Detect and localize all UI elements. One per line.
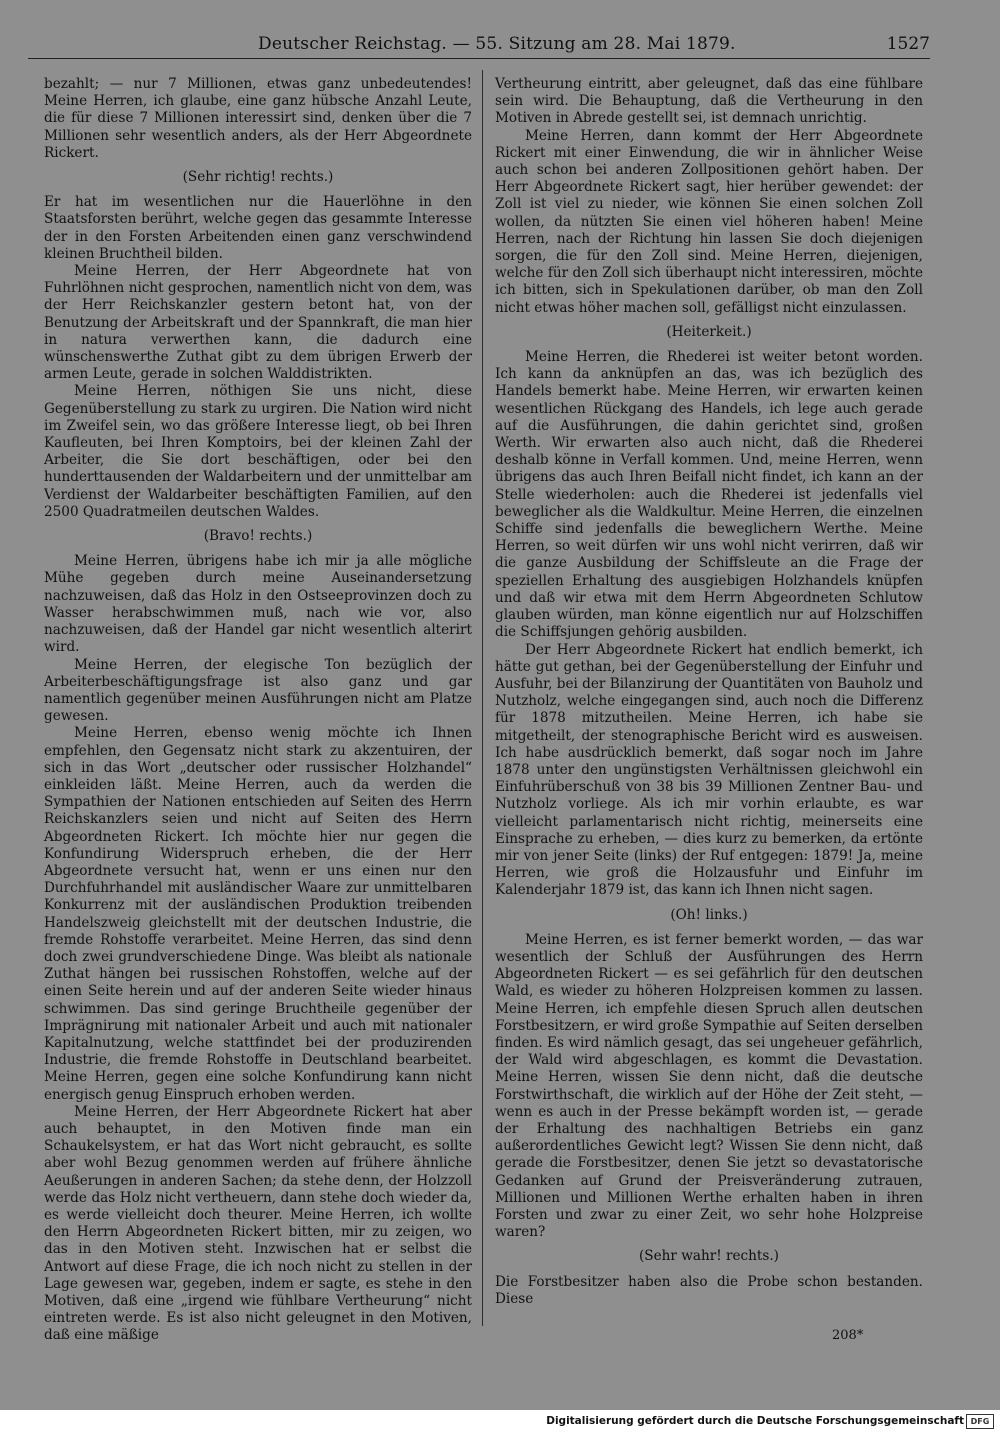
header-rule bbox=[28, 58, 930, 59]
paragraph: Der Herr Abgeordnete Rickert hat endlich bemerkt, ich hätte gut gethan, bei der Gegenüberstellung der Einfuhr und Ausfuhr, bei der Bilanzirung der Quantitäten von Bauholz und Nutzholz, welche eingegangen sind, auch noch die Differenz für 1878 mitzutheilen. Meine Herren, ich habe sie mitgetheilt, der stenographische Bericht wird es ausweisen. Ich habe ausdrücklich bemerkt, daß sogar noch im Jahre 1878 unter den ungünstigsten Verhältnissen gleichwohl ein Einfuhrüberschuß von 38 bis 39 Millionen Zentner Bau- und Nutzholz vorliege. Als ich mir vorhin erlaubte, es war vielleicht parlamentarisch nicht richtig, meinerseits eine Einsprache zu erheben, — dies kurz zu bemerken, da ertönte mir von jener Seite (links) der Ruf entgegen: 1879! Ja, meine Herren, wie groß die Holzausfuhr und Einfuhr im Kalenderjahr 1879 ist, das kann ich Ihnen nicht sagen. bbox=[495, 641, 923, 899]
paragraph: bezahlt; — nur 7 Millionen, etwas ganz unbedeutendes! Meine Herren, ich glaube, eine ganz hübsche Anzahl Leute, die für diese 7 Millionen interessirt sind, denken über die 7 Millionen sehr wesentlich anders, als der Herr Abgeordnete Rickert. bbox=[44, 76, 472, 161]
paragraph: Meine Herren, der Herr Abgeordnete hat von Fuhrlöhnen nicht gesprochen, namentlich nicht von dem, was der Herr Reichskanzler gestern betont hat, von der Benutzung der Arbeitskraft und der Spannkraft, die man hier in natura verwerthen kann, die dadurch eine wünschenswerthe Zuthat gibt zu dem übrigen Erwerb der armen Leute, gerade in solchen Walddistrikten. bbox=[44, 263, 472, 383]
paragraph: Er hat im wesentlichen nur die Hauerlöhne in den Staatsforsten berührt, welche gegen das gesammte Interesse der in den Forsten Arbeitenden einen ganz verschwindend kleinen Bruchtheil bilden. bbox=[44, 194, 472, 262]
dfg-logo: DFG bbox=[966, 1414, 994, 1429]
digitization-footer bbox=[0, 1410, 1000, 1432]
page-number: 1527 bbox=[886, 34, 930, 54]
running-title: Deutscher Reichstag. — 55. Sitzung am 28. Mai 1879. bbox=[258, 34, 736, 54]
column-divider bbox=[482, 70, 483, 1326]
interjection: (Heiterkeit.) bbox=[666, 323, 752, 340]
right-column bbox=[495, 76, 923, 1316]
interjection: (Bravo! rechts.) bbox=[203, 528, 313, 545]
paragraph: Die Forstbesitzer haben also die Probe schon bestanden. Diese bbox=[495, 1273, 923, 1307]
paragraph: Meine Herren, es ist ferner bemerkt worden, — das war wesentlich der Schluß der Ausführungen des Herrn Abgeordneten Rickert — es sei gefährlich für den deutschen Wald, es wieder zu höheren Holzpreisen kommen zu lassen. Meine Herren, ich empfehle diesen Spruch allen deutschen Forstbesitzern, er wird große Sympathie auf Seiten derselben finden. Es wird nämlich gesagt, das sei ungeheuer gefährlich, der Wald wird abgeschlagen, es kommt die Devastation. Meine Herren, wissen Sie denn nicht, daß die deutsche Forstwirthschaft, die wirklich auf der Höhe der Zeit steht, — wenn es auch in der Presse bekämpft worden ist, — gerade der Erhaltung des nachhaltigen Betriebs ein ganz außerordentliches Gewicht legt? Wissen Sie denn nicht, daß gerade die Forstbesitzer, denen Sie jetzt so devastatorische Gedanken auf Grund der Preisveränderung zutrauen, Millionen und Millionen Werthe erhalten haben in ihren Forsten und zwar zu einer Zeit, wo sehr hohe Holzpreise waren? bbox=[495, 931, 923, 1241]
interjection: (Oh! links.) bbox=[670, 906, 748, 923]
paragraph: Meine Herren, der elegische Ton bezüglich der Arbeiterbeschäftigungsfrage ist also ganz und gar namentlich gegenüber meinen Ausführungen nicht am Platze gewesen. bbox=[44, 656, 472, 725]
interjection: (Sehr wahr! rechts.) bbox=[639, 1248, 779, 1265]
left-column bbox=[44, 76, 472, 1344]
signature-mark: 208* bbox=[832, 1328, 864, 1343]
paragraph: Meine Herren, ebenso wenig möchte ich Ihnen empfehlen, den Gegensatz nicht stark zu akzentuiren, der sich in das Wort „deutscher oder russischer Holzhandel“ einkleiden läßt. Meine Herren, auch da werden die Sympathien der Nationen entschieden auf Seiten des Herrn Reichskanzlers seien und nicht auf Seiten des Herrn Abgeordneten Rickert. Ich möchte hier nur gegen die Konfundirung Widerspruch erheben, die der Herr Abgeordnete versucht hat, wenn er uns einen nur den Durchfuhrhandel mit ausländischer Waare zur unmittelbaren Konkurrenz mit der ausländischen Produktion treibenden Handelszweig gleichstellt mit der deutschen Industrie, die fremde Rohstoffe verarbeitet. Meine Herren, das sind denn doch zwei grundverschiedene Dinge. Was bleibt als nationale Zuthat hängen bei russischen Rohstoffen, welche auf der einen Seite herein und auf der anderen Seite wieder hinaus schwimmen. Das sind geringe Bruchtheile gegenüber der Imprägnirung mit nationaler Arbeit und auch mit nationaler Kapitalnutzung, welche stattfindet bei der produzirenden Industrie, die fremde Rohstoffe in Deutschland bearbeitet. Meine Herren, gegen eine solche Konfundirung kann nicht energisch genug Einspruch erhoben werden. bbox=[44, 725, 472, 1103]
paragraph: Meine Herren, der Herr Abgeordnete Rickert hat aber auch behauptet, in den Motiven finde man ein Schaukelsystem, er hat das Wort nicht gebraucht, es sollte aber wohl Bezug genommen werden auf frühere ähnliche Aeußerungen in anderen Sachen; da stehe denn, der Holzzoll werde das Holz nicht vertheuern, dann stehe doch wieder da, es werde vielleicht doch theurer. Meine Herren, ich wollte den Herrn Abgeordneten Rickert bitten, mir zu zeigen, wo das in den Motiven steht. Inzwischen hat er selbst die Antwort auf diese Frage, die ich noch nicht zu stellen in der Lage gewesen war, gegeben, indem er sagte, es stehe in den Motiven, daß eine „irgend wie fühlbare Vertheurung“ nicht eintreten werde. Es ist also nicht geleugnet in den Motiven, daß eine mäßige bbox=[44, 1103, 472, 1344]
paragraph: Vertheurung eintritt, aber geleugnet, daß das eine fühlbare sein wird. Die Behauptung, daß die Vertheurung in den Motiven in Abrede gestellt sei, ist demnach unrichtig. bbox=[495, 76, 923, 127]
interjection: (Sehr richtig! rechts.) bbox=[182, 169, 334, 186]
funding-credit: Digitalisierung gefördert durch die Deutsche Forschungsgemeinschaft bbox=[546, 1415, 964, 1427]
paragraph: Meine Herren, dann kommt der Herr Abgeordnete Rickert mit einer Einwendung, die wir in ähnlicher Weise auch schon bei anderen Zollpositionen gehört haben. Der Herr Abgeordnete Rickert sagt, hier herüber gewendet: der Zoll ist viel zu nieder, wie können Sie einen solchen Zoll wollen, da nützten Sie einen viel höheren haben! Meine Herren, nach der Richtung hin lassen Sie doch diejenigen sorgen, die für den Zoll sind. Meine Herren, diejenigen, welche für den Zoll sich überhaupt nicht interessiren, möchte ich bitten, sich in Spekulationen darüber, ob man den Zoll nicht etwas höher machen soll, gefälligst nicht einzulassen. bbox=[495, 127, 923, 316]
page-header bbox=[28, 32, 930, 60]
paragraph: Meine Herren, übrigens habe ich mir ja alle mögliche Mühe gegeben durch meine Auseinandersetzung nachzuweisen, daß das Holz in den Ostseeprovinzen doch zu Wasser herabschwimmen muß, nach wie vor, also nachzuweisen, daß der Handel gar nicht wesentlich alterirt wird. bbox=[44, 553, 472, 656]
paragraph: Meine Herren, nöthigen Sie uns nicht, diese Gegenüberstellung zu stark zu urgiren. Die Nation wird nicht im Zweifel sein, wo das größere Interesse liegt, ob bei Ihren Kaufleuten, bei Ihren Komptoirs, bei der kleinen Zahl der Arbeiter, die Sie dort beschäftigen, oder bei den hunderttausenden der Waldarbeitern und der unmittelbar am Verdienst der Waldarbeiter beschäftigten Familien, auf den 2500 Quadratmeilen deutschen Waldes. bbox=[44, 383, 472, 520]
paragraph: Meine Herren, die Rhederei ist weiter betont worden. Ich kann da anknüpfen an das, was ich bezüglich des Handels bemerkt habe. Meine Herren, wir erwarten keinen wesentlichen Rückgang des Handels, ich lege auch gerade auf die Ausführungen, die dahin gerichtet sind, großen Werth. Wir erwarten also auch nicht, daß die Rhederei deshalb könne in Verfall kommen. Und, meine Herren, wenn übrigens das auch Ihren Beifall nicht findet, ich kann an der Stelle wiederholen: auch die Rhederei ist jedenfalls viel beweglicher als die Waldkultur. Meine Herren, die einzelnen Schiffe sind jedenfalls die beweglichern Werthe. Meine Herren, so weit dürfen wir uns wohl nicht verirren, daß wir die ganze Ausbildung der Schiffsleute an die Frage der speziellen Erhaltung des ausgiebigen Holzhandels knüpfen und daß wir etwa mit dem Herrn Abgeordneten Schlutow glauben würden, man könne eigentlich nur auf Holzschiffen die Schiffsjungen gehörig ausbilden. bbox=[495, 349, 923, 641]
